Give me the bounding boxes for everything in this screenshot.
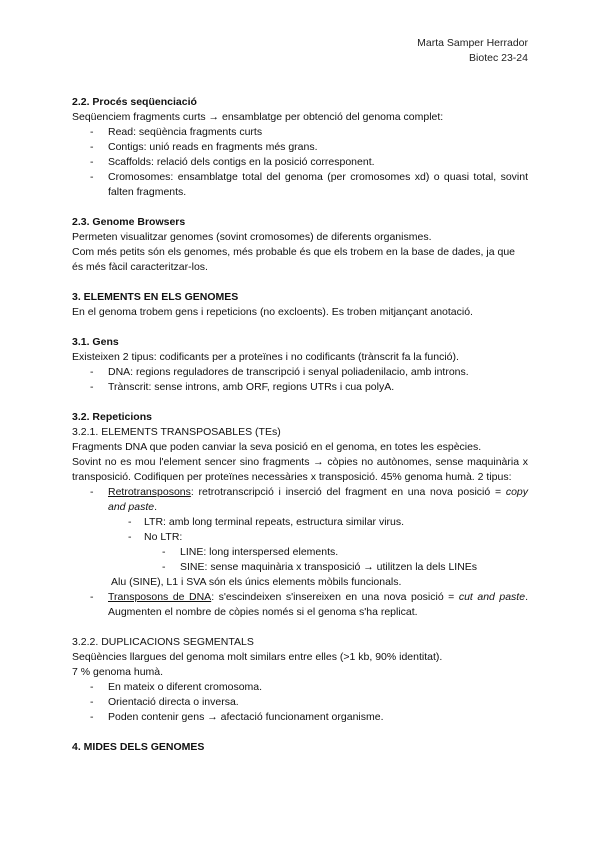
paragraph: Sovint no es mou l'element sencer sino fragments → còpies no autònomes, sense maquinària x transposició. Codifiquen per proteïnes necessàries x transposició. 45% genoma humà. 2 tipus: xyxy=(72,456,528,483)
list-item: - Contigs: unió reads en fragments més grans. xyxy=(90,141,318,153)
bullet-list xyxy=(72,365,528,395)
paragraph: Existeixen 2 tipus: codificants per a proteïnes i no codificants (trànscrit fa la funció). xyxy=(72,351,459,363)
section-title-3-1: 3.1. Gens xyxy=(72,336,119,348)
section-title-4: 4. MIDES DELS GENOMES xyxy=(72,741,205,753)
list-item: - Poden contenir gens → afectació funcionament organisme. xyxy=(90,711,384,723)
section-title-3-2: 3.2. Repeticions xyxy=(72,411,152,423)
list-item: - LTR: amb long terminal repeats, estructura similar virus. xyxy=(128,516,405,528)
list-item: - Transposons de DNA: s'escindeixen s'insereixen en una nova posició = cut and paste. Augmenten el nombre de còpies només si el genoma s'ha replicat. xyxy=(90,591,528,618)
dna-transposons-term: Transposons de DNA xyxy=(108,591,212,603)
paragraph: En el genoma trobem gens i repeticions (no excloents). Es troben mitjançant anotació. xyxy=(72,306,473,318)
paragraph: Fragments DNA que poden canviar la seva posició en el genoma, en totes les espècies. xyxy=(72,441,482,453)
list-item: - LINE: long interspersed elements. xyxy=(162,546,339,558)
subsection-title: 3.2.1. ELEMENTS TRANSPOSABLES (TEs) xyxy=(72,426,281,438)
document-body xyxy=(72,95,528,755)
list-item: - Orientació directa o inversa. xyxy=(90,696,239,708)
list-item: - En mateix o diferent cromosoma. xyxy=(90,681,263,693)
course-label: Biotec 23-24 xyxy=(469,52,528,64)
list-note: Alu (SINE), L1 i SVA són els únics elements mòbils funcionals. xyxy=(111,576,402,588)
list-item: - Scaffolds: relació dels contigs en la posició corresponent. xyxy=(90,156,375,168)
bullet-list xyxy=(72,125,528,200)
paragraph: Com més petits són els genomes, més probable és que els trobem en la base de dades, ja que és més fàcil caracteritzar-los. xyxy=(72,246,516,273)
bullet-list xyxy=(72,485,528,620)
list-item: - Trànscrit: sense introns, amb ORF, regions UTRs i cua polyA. xyxy=(90,381,395,393)
author-name: Marta Samper Herrador xyxy=(417,37,528,49)
bullet-list xyxy=(72,680,528,725)
list-item: - Cromosomes: ensamblatge total del genoma (per cromosomes xd) o quasi total, sovint falten fragments. xyxy=(90,171,528,198)
paragraph: 7 % genoma humà. xyxy=(72,666,164,678)
page-header xyxy=(417,36,528,66)
list-item: - Read: seqüència fragments curts xyxy=(90,126,263,138)
subsection-title: 3.2.2. DUPLICACIONS SEGMENTALS xyxy=(72,636,254,648)
list-item: - SINE: sense maquinària x transposició → utilitzen la dels LINEs xyxy=(162,561,478,573)
retrotransposons-term: Retrotransposons xyxy=(108,486,191,498)
list-item: - DNA: regions reguladores de transcripció i senyal poliadenilacio, amb introns. xyxy=(90,366,469,378)
section-title-2-2: 2.2. Procés seqüenciació xyxy=(72,96,197,108)
paragraph: Permeten visualitzar genomes (sovint cromosomes) de diferents organismes. xyxy=(72,231,432,243)
section-title-3: 3. ELEMENTS EN ELS GENOMES xyxy=(72,291,239,303)
paragraph: Seqüències llargues del genoma molt similars entre elles (>1 kb, 90% identitat). xyxy=(72,651,443,663)
section-title-2-3: 2.3. Genome Browsers xyxy=(72,216,186,228)
paragraph: Seqüenciem fragments curts → ensamblatge per obtenció del genoma complet: xyxy=(72,111,444,123)
list-item: - Retrotransposons: retrotranscripció i inserció del fragment en una nova posició = copy and paste. xyxy=(90,486,528,513)
list-item: - No LTR: xyxy=(128,531,183,543)
